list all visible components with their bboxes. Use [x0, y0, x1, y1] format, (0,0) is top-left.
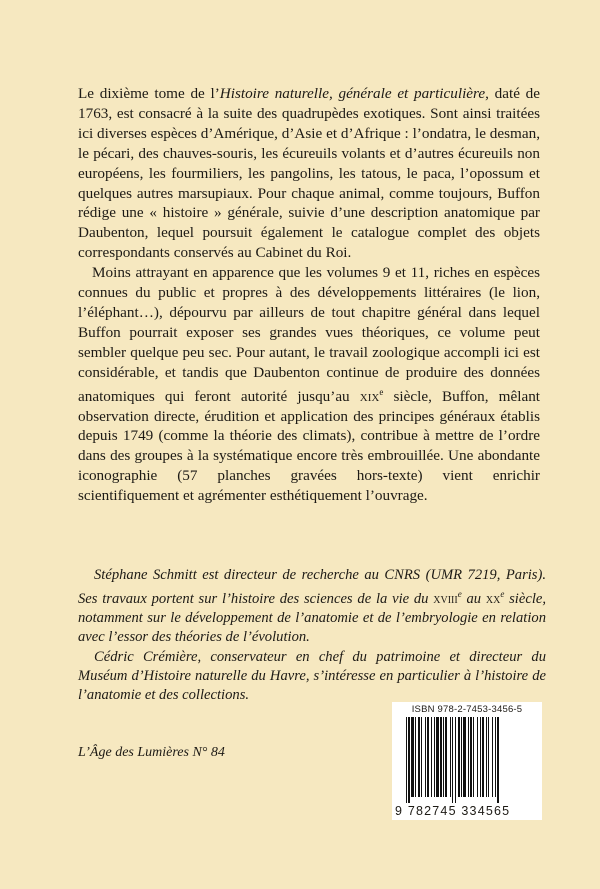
barcode-digits: 9 782745 334565: [395, 804, 511, 818]
blurb: [78, 84, 540, 506]
bio-century-2: xx: [485, 591, 501, 608]
author-bios: [78, 566, 546, 705]
century-numeral: xix: [359, 387, 380, 405]
bio-sup-2: e: [500, 589, 505, 600]
barcode: [392, 702, 542, 820]
series-label: L’Âge des Lumières N° 84: [78, 745, 225, 760]
bio-schmitt: [78, 566, 546, 648]
book-title: Histoire naturelle, générale et particulière: [219, 85, 486, 102]
blurb-p1-prefix: Le dixième tome de l’: [78, 85, 220, 102]
bio-1-before: Stéphane Schmitt est directeur de recherche au CNRS (UMR 7219, Paris). Ses travaux portent sur l’histoire des sciences de la vie du: [78, 567, 546, 608]
bio-century-1: xviii: [433, 591, 458, 608]
barcode-bars: [406, 717, 534, 803]
blurb-p1-rest: , daté de 1763, est consacré à la suite des quadrupèdes exotiques. Sont ainsi traitées ici diverses espèces d’Amérique, d’Asie et d’Afrique : l’ondatra, le desman, le pécari, des chauves-souris, les écureuils volants et d’autres écureuils non européens, les fourmiliers, les pangolins, les tatous, le paca, l’opossum et quelques autres marsupiaux. Pour chaque animal, comme toujours, Buffon rédige une « histoire » générale, suivie d’une description anatomique par Daubenton, lequel poursuit également le catalogue complet des objets correspondants conservés au Cabinet du Roi.: [78, 85, 540, 262]
isbn-label: ISBN 978-2-7453-3456-5: [411, 704, 523, 715]
blurb-paragraph-2: [78, 263, 540, 506]
bio-sup-1: e: [457, 589, 462, 600]
blurb-p2-before: Moins attrayant en apparence que les volumes 9 et 11, riches en espèces connues du public et propres à des développements littéraires (le lion, l’éléphant…), dépourvu par ailleurs de tout chapitre général dans lequel Buffon pourrait exposer ses grandes vues théoriques, ce volume peut sembler quelque peu sec. Pour autant, le travail zoologique accompli ici est considérable, et tandis que Daubenton continue de produire des données anatomiques qui feront autorité jusqu’au: [78, 264, 540, 405]
blurb-p2-after: siècle, Buffon, mêlant observation directe, érudition et application des principes généraux établis depuis 1749 (comme la théorie des climats), contribue à mettre de l’ordre dans des groupes à la systématique encore très embrouillée. Une abondante iconographie (57 planches gravées hors-texte) vient enrichir scientifiquement et agrémenter esthétiquement l’ouvrage.: [78, 387, 541, 505]
century-sup: e: [379, 386, 384, 397]
bio-1-after: siècle, notamment sur le développement de l’anatomie et de l’embryologie en relation avec l’essor des théories de l’évolution.: [78, 591, 546, 646]
blurb-paragraph-1: [78, 84, 540, 263]
bio-1-mid: au: [461, 591, 486, 608]
bio-cremiere: Cédric Crémière, conservateur en chef du patrimoine et directeur du Muséum d’Histoire naturelle du Havre, s’intéresse en particulier à l’histoire de l’anatomie et des collections.: [78, 648, 546, 704]
